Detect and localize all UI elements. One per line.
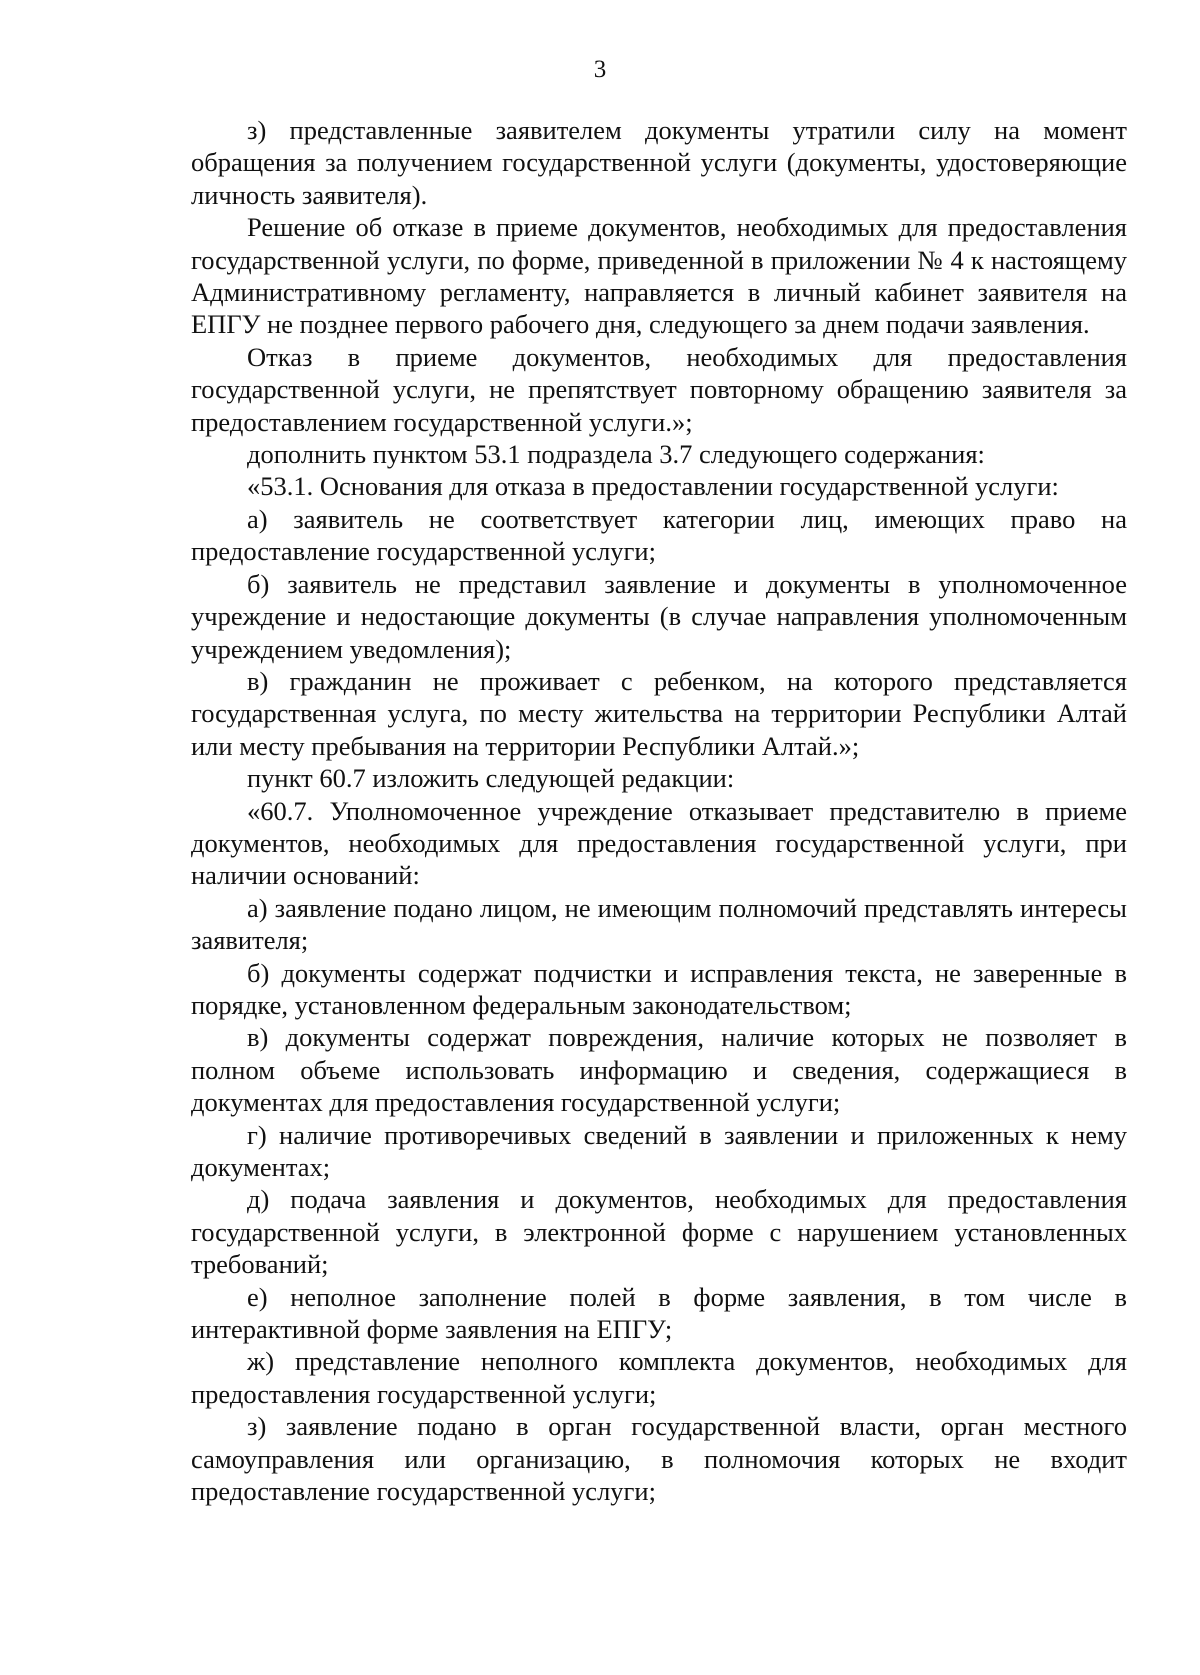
paragraph: «53.1. Основания для отказа в предоставлении государственной услуги: <box>247 471 1059 502</box>
paragraph: «60.7. Уполномоченное учреждение отказывает представителю в приеме документов, необходимых для предоставления государственной услуги, при наличии оснований: <box>191 795 1127 891</box>
document-body <box>191 114 1127 1507</box>
paragraph: дополнить пунктом 53.1 подраздела 3.7 следующего содержания: <box>247 439 985 470</box>
paragraph: пункт 60.7 изложить следующей редакции: <box>247 763 735 794</box>
paragraph: ж) представление неполного комплекта документов, необходимых для предоставления государственной услуги; <box>191 1346 1127 1409</box>
paragraph: в) гражданин не проживает с ребенком, на которого представляется государственная услуга, по месту жительства на территории Республики Алтай или месту пребывания на территории Республики Алтай.»; <box>191 665 1127 761</box>
paragraph: д) подача заявления и документов, необходимых для предоставления государственной услуги, в электронной форме с нарушением установленных требований; <box>191 1184 1127 1280</box>
paragraph: е) неполное заполнение полей в форме заявления, в том числе в интерактивной форме заявления на ЕПГУ; <box>191 1281 1127 1345</box>
paragraph: г) наличие противоречивых сведений в заявлении и приложенных к нему документах; <box>191 1119 1127 1182</box>
paragraph: з) представленные заявителем документы утратили силу на момент обращения за получением государственной услуги (документы, удостоверяющие личность заявителя). <box>191 115 1127 210</box>
paragraph: Решение об отказе в приеме документов, необходимых для предоставления государственной услуги, по форме, приведенной в приложении № 4 к настоящему Административному регламенту, направляется в личный кабинет заявителя на ЕПГУ не позднее первого рабочего дня, следующего за днем подачи заявления. <box>191 212 1127 340</box>
paragraph: а) заявитель не соответствует категории лиц, имеющих право на предоставление государственной услуги; <box>191 503 1127 567</box>
page-number: 3 <box>593 56 607 83</box>
paragraph: Отказ в приеме документов, необходимых для предоставления государственной услуги, не препятствует повторному обращению заявителя за предоставлением государственной услуги.»; <box>191 341 1127 437</box>
paragraph: б) документы содержат подчистки и исправления текста, не заверенные в порядке, установленном федеральным законодательством; <box>191 957 1127 1020</box>
paragraph: в) документы содержат повреждения, наличие которых не позволяет в полном объеме использовать информацию и сведения, содержащиеся в документах для предоставления государственной услуги; <box>191 1022 1127 1118</box>
paragraph: б) заявитель не представил заявление и документы в уполномоченное учреждение и недостающие документы (в случае направления уполномоченным учреждением уведомления); <box>191 568 1127 664</box>
paragraph: з) заявление подано в орган государственной власти, орган местного самоуправления или организацию, в полномочия которых не входит предоставление государственной услуги; <box>191 1411 1127 1507</box>
paragraph: а) заявление подано лицом, не имеющим полномочий представлять интересы заявителя; <box>191 892 1127 956</box>
